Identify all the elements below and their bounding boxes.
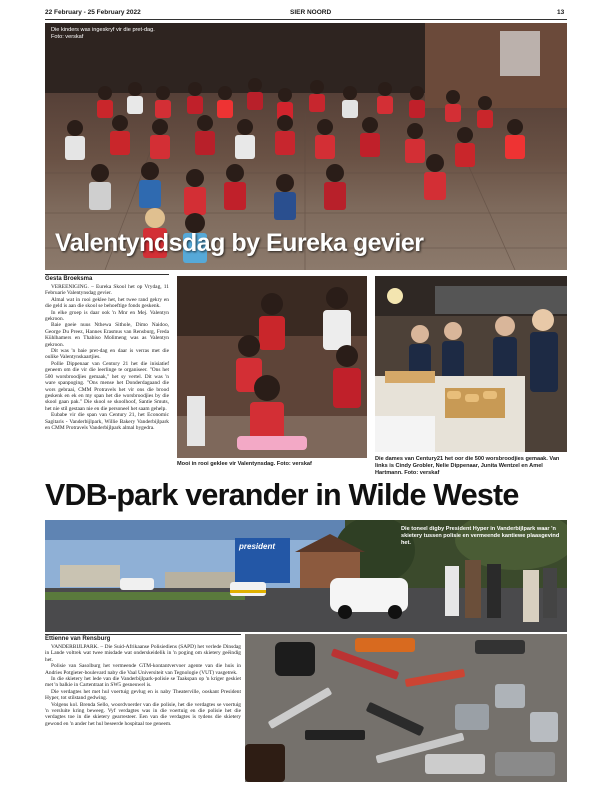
story2-headline: VDB-park verander in Wilde Weste bbox=[45, 478, 519, 512]
story1-paragraph: In elke groep is daar ook 'n Mnr en Mej. Valentyn gekroon. bbox=[45, 309, 169, 323]
story1-paragraph: VEREENIGING. – Eureka Skool het op Vrydag, 11 Februarie Valentynsdag gevier. bbox=[45, 284, 169, 297]
story2-byline: Ettienne van Rensburg bbox=[45, 634, 241, 642]
century21-ladies-photo bbox=[375, 276, 567, 452]
story2-paragraph: Volgens kol. Brenda Sello, woordvoerder van die polisie, het die verdagtes se voertuig 'n versluite kring beweeg. Vyf verdagtes was in die voertuig en die polisie het die verdagtes toe in die skietery gearresteer. Een van die verdagtes is tydens die skietery gewond en 'n ander het hul beseerde hospitaal toe geneem. bbox=[45, 701, 241, 727]
tools-illustration bbox=[245, 634, 567, 782]
story1-paragraph: Dit was 'n baie pret-dag en daar is verras met die oulike Valentynskaartjies. bbox=[45, 348, 169, 361]
street-scene-photo bbox=[45, 520, 567, 632]
seized-tools-photo bbox=[245, 634, 567, 782]
story1-paragraph: Pollie Dippenaar van Century 21 het die inisiatief geneem om die vir die leerlinge te organiseer. "Ons het 500 worsbroodjies gemaak," het sy vertel. Dit was 'n ware spanpoging. "Ons mense het Donderdagaand die wors gebraai, CMM Protravels het vir ons die brood geskenk en ek en my span het die worsbroodjies by die skool gaan pak." Die skool se skoolhoof, Santie Smuts, het nie stil gestaan nie en die personeel het saam gehelp. bbox=[45, 360, 169, 412]
right-photo-caption: Die dames van Century21 het oor die 500 worsbroodjies gemaak. Van links is Cindy Grobler, Nelie Dippenaar, Junita Wentzel en Amel Hartmann. Foto: verskaf bbox=[375, 456, 560, 476]
street-photo-caption: Die toneel digby President Hyper in Vanderbijlpark waar 'n skietery tussen polisie en vermeende kantiewe plaasgevind het. bbox=[401, 526, 560, 546]
page-number: 13 bbox=[557, 9, 565, 16]
story2-body bbox=[45, 644, 241, 727]
story2-paragraph: Die verdagtes het met hul voertuig gevlug en is naby Theaterville, ooskant President Hyper, tot stilstand gedwing. bbox=[45, 688, 241, 702]
story1-paragraph: Baie goeie nuus Nthewa Sithole, Dimo Naidoo, George Du Preez, Hannes Erasmus van Rensburg, Freda Kühlhamers en Thabiso Molimeng was as Valentyn gekroon. bbox=[45, 322, 169, 348]
story1-body bbox=[45, 284, 169, 431]
story2-paragraph: In die skietery het lede van die Vanderbijlpark-polisie se Taakspan op 'n kriger geskiet met 'n balkie in Cartentraat in SW5 gesneuwel is. bbox=[45, 676, 241, 689]
girls-illustration bbox=[177, 276, 367, 458]
story1-text-column bbox=[45, 274, 169, 431]
story2-paragraph: VANDERBIJLPARK. – Die Suid-Afrikaanse Polisiediens (SAPD) het verlede Dinsdag in Lande voltrek wat twee misdade wat onderskeidelik in 'n poging om skietery geëindig het. bbox=[45, 644, 241, 663]
children-group-photo bbox=[45, 23, 567, 270]
ladies-illustration bbox=[375, 276, 567, 452]
section-name: SIER NOORD bbox=[290, 9, 332, 16]
story1-paragraph: Almal wat in rooi geklee het, het twee rand gekry en die geld is aan die skool se behoeftige fonds geskenk. bbox=[45, 296, 169, 310]
mid-photo-caption: Mooi in rooi geklee vir Valentynsdag. Foto: verskaf bbox=[177, 461, 312, 467]
story2-paragraph: Polisie van Sasolburg het vermeende GTM-kontantvervoer agente van die huis in Andries Potgieter-boulevard naby die Vaal Universiteit van Tegnologie (VUT) vasgetrek. bbox=[45, 663, 241, 676]
big-photo-caption: Die kinders was ingeskryf vir die pret-dag. Foto: verskaf bbox=[51, 27, 155, 40]
president-store-sign: president bbox=[239, 542, 276, 551]
issue-date: 22 February - 25 February 2022 bbox=[45, 9, 141, 16]
story1-headline: Valentyndsdag by Eureka gevier bbox=[55, 229, 424, 257]
girls-in-red-photo bbox=[177, 276, 367, 458]
header-rule bbox=[45, 19, 567, 20]
story1-paragraph: Eubabe vir die span van Century 21, het Economic Sagitaris - Vanderbijlpark, Willie Bakery Vanderbijlpark en CMM Protravels Vanderbijlpark almal bygedra. bbox=[45, 412, 169, 431]
story1-byline: Gesta Broeksma bbox=[45, 274, 169, 282]
story2-text-column bbox=[45, 634, 241, 727]
